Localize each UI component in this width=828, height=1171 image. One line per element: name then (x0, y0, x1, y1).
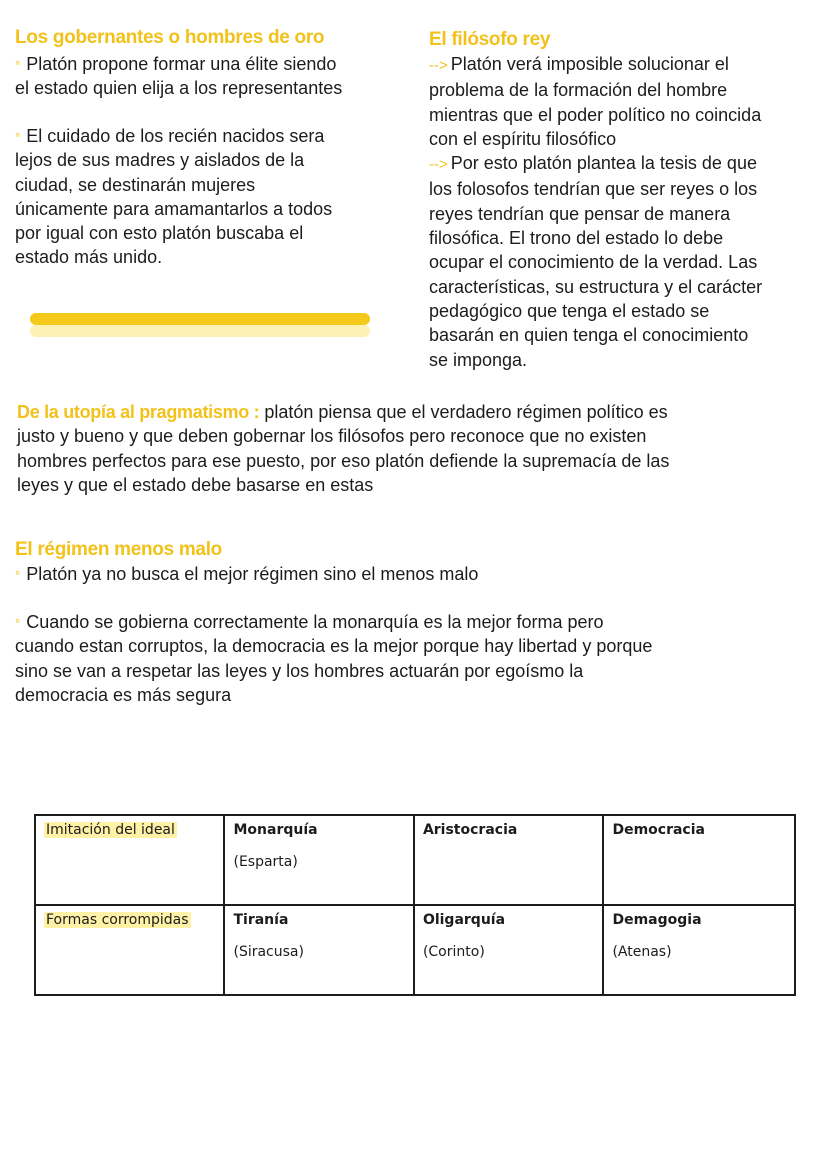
arrow-marker: --> (429, 156, 448, 174)
text-line: problema de la formación del hombre (429, 80, 728, 101)
text-line: platón piensa que el verdadero régimen político es (264, 402, 668, 422)
text-line: El cuidado de los recién nacidos sera (26, 126, 325, 146)
text-line: Platón propone formar una élite siendo (26, 54, 337, 74)
text-line: justo y bueno y que deben gobernar los filósofos pero reconoce que no existen (17, 426, 647, 447)
highlighter-stroke-light (30, 325, 370, 337)
text-line: con el espíritu filosófico (429, 128, 617, 149)
form-example: (Esparta) (233, 854, 298, 870)
table-cell (224, 815, 413, 905)
paragraph-formacion (429, 52, 762, 372)
paragraph-utopia (17, 400, 669, 497)
bullet-glyph: ° (15, 58, 21, 73)
table-cell (603, 815, 795, 905)
form-name: Demagogia (612, 912, 702, 928)
text-line: mientras que el poder político no coincida (429, 104, 762, 125)
bullet-glyph: ° (15, 130, 21, 145)
text-line: características, su estructura y el carácter (429, 276, 763, 297)
form-name: Monarquía (233, 822, 318, 838)
form-example: (Atenas) (612, 944, 672, 960)
paragraph-menos-malo (15, 562, 478, 586)
table-row-label-cell (35, 815, 224, 905)
text-line: Platón verá imposible solucionar el (450, 54, 729, 74)
row-label: Imitación del ideal (46, 822, 175, 838)
text-line: ocupar el conocimiento de la verdad. Las (429, 252, 758, 273)
form-example: (Siracusa) (233, 944, 304, 960)
heading-hombres-de-oro: Los gobernantes o hombres de oro (15, 27, 325, 48)
table-row (35, 815, 795, 905)
form-example: (Corinto) (422, 944, 485, 960)
forms-of-government-table (34, 814, 796, 996)
table-row (35, 905, 795, 995)
table-row-label-cell (35, 905, 224, 995)
text-line: ciudad, se destinarán mujeres (15, 174, 256, 195)
text-line: democracia es más segura (15, 684, 232, 705)
text-line: hombres perfectos para ese puesto, por eso platón defiende la supremacía de las (17, 450, 670, 471)
heading-filosofo-rey: El filósofo rey (429, 29, 551, 50)
table-cell (414, 815, 604, 905)
text-line: Platón ya no busca el mejor régimen sino el menos malo (26, 564, 479, 584)
text-line: cuando estan corruptos, la democracia es la mejor porque hay libertad y porque (15, 636, 653, 657)
paragraph-elite (15, 52, 342, 101)
form-name: Aristocracia (422, 822, 518, 838)
text-line: filosófica. El trono del estado lo debe (429, 228, 724, 249)
text-line: por igual con esto platón buscaba el (15, 223, 304, 244)
text-line: reyes tendrían que pensar de manera (429, 203, 731, 224)
bullet-glyph: ° (15, 616, 21, 631)
arrow-marker: --> (429, 57, 448, 74)
paragraph-recien-nacidos (15, 124, 332, 270)
bullet-glyph: ° (15, 568, 21, 583)
text-line: se imponga. (429, 349, 528, 370)
row-label: Formas corrompidas (46, 912, 189, 928)
heading-regimen-menos-malo: El régimen menos malo (15, 539, 222, 560)
form-name: Oligarquía (422, 912, 506, 928)
text-line: lejos de sus madres y aislados de la (15, 150, 305, 171)
text-line: pedagógico que tenga el estado se (429, 300, 710, 321)
text-line: basarán en quien tenga el conocimiento (429, 325, 749, 346)
paragraph-monarquia-democracia (15, 610, 652, 707)
text-line: estado más unido. (15, 247, 163, 268)
text-line: leyes y que el estado debe basarse en estas (17, 474, 374, 495)
text-line: únicamente para amamantarlos a todos (15, 198, 333, 219)
form-name: Democracia (612, 822, 705, 838)
table-cell (224, 905, 413, 995)
table-cell (414, 905, 604, 995)
text-line: el estado quien elija a los representantes (15, 78, 343, 99)
text-line: los folosofos tendrían que ser reyes o los (429, 179, 758, 200)
table-cell (603, 905, 795, 995)
text-line: Por esto platón plantea la tesis de que (450, 153, 757, 174)
highlighter-stroke (30, 313, 370, 325)
form-name: Tiranía (233, 912, 289, 928)
text-line: Cuando se gobierna correctamente la monarquía es la mejor forma pero (26, 612, 604, 632)
heading-utopia: De la utopía al pragmatismo : (17, 402, 260, 422)
text-line: sino se van a respetar las leyes y los hombres actuarán por egoísmo la (15, 660, 584, 681)
